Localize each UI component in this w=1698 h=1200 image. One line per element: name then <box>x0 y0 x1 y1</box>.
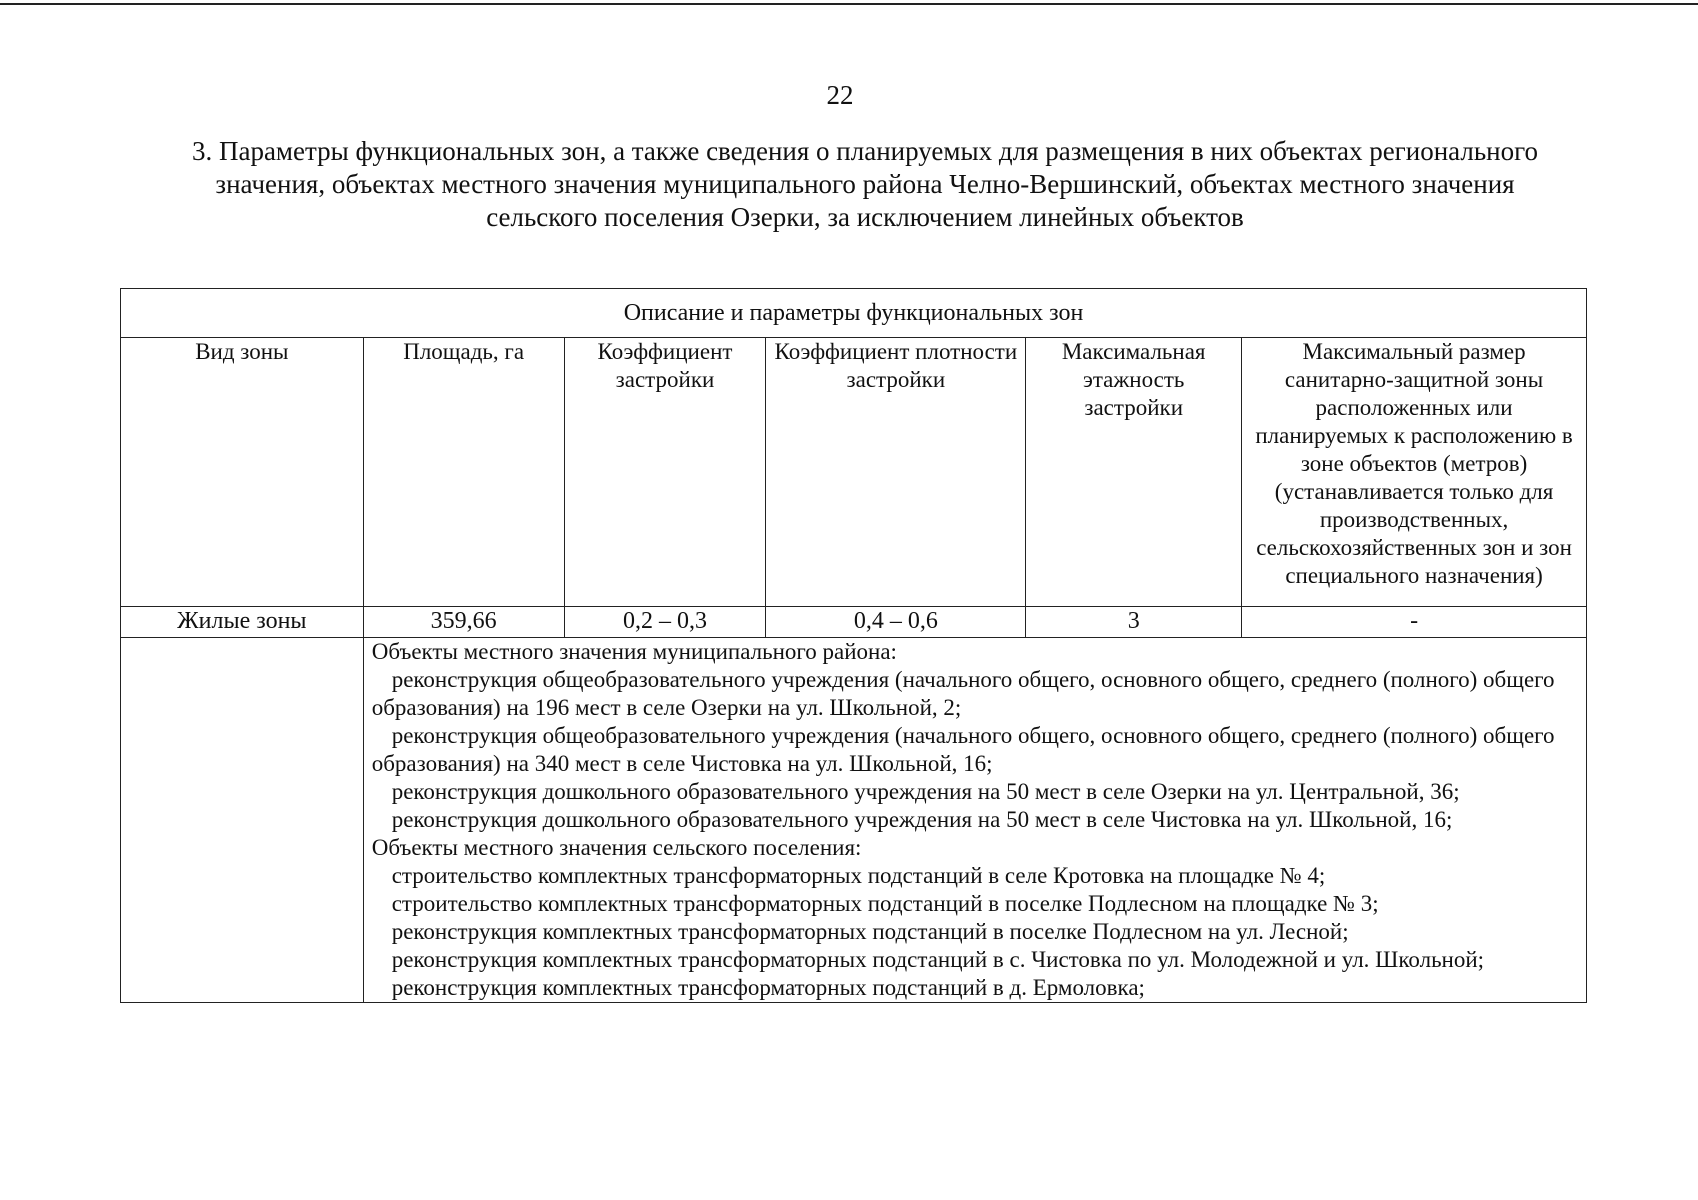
column-header-area: Площадь, га <box>363 338 564 607</box>
cell-area: 359,66 <box>363 607 564 638</box>
cell-density-ratio: 0,4 – 0,6 <box>766 607 1026 638</box>
list-item: реконструкция комплектных трансформаторных подстанций в д. Ермоловка; <box>391 975 1145 1000</box>
cell-max-floors: 3 <box>1026 607 1242 638</box>
list-item: реконструкция дошкольного образовательного учреждения на 50 мест в селе Озерки на ул. Центральной, 36; <box>391 779 1460 804</box>
top-border-line <box>0 3 1698 5</box>
objects-row <box>121 638 1587 1003</box>
heading-line-1: 3. Параметры функциональных зон, а также сведения о планируемых для размещения в них объектах регионального <box>191 136 1539 166</box>
section-heading <box>150 135 1580 234</box>
list-item: реконструкция общеобразовательного учреждения (начального общего, основного общего, среднего (полного) общего образования) на 196 мест в селе Озерки на ул. Школьной, 2; <box>371 667 1555 720</box>
list-item: реконструкция дошкольного образовательного учреждения на 50 мест в селе Чистовка на ул. Школьной, 16; <box>391 807 1453 832</box>
page-number: 22 <box>826 80 854 110</box>
list-item: строительство комплектных трансформаторных подстанций в селе Кротовка на площадке № 4; <box>391 863 1326 888</box>
list-item: строительство комплектных трансформаторных подстанций в поселке Подлесном на площадке № 3; <box>391 891 1379 916</box>
heading-line-2: значения, объектах местного значения муниципального района Челно-Вершинский, объектах местного значения <box>215 169 1515 199</box>
table-row <box>121 607 1587 638</box>
table-header-row <box>121 338 1587 607</box>
list-item: реконструкция комплектных трансформаторных подстанций в поселке Подлесном на ул. Лесной; <box>391 919 1349 944</box>
planned-objects-cell <box>363 638 1586 1003</box>
empty-zone-cell <box>121 638 364 1003</box>
list-item: реконструкция комплектных трансформаторных подстанций в с. Чистовка по ул. Молодежной и ул. Школьной; <box>391 947 1485 972</box>
cell-sanitary-zone: - <box>1242 607 1587 638</box>
functional-zones-table <box>120 288 1587 1003</box>
table-caption: Описание и параметры функциональных зон <box>121 289 1587 338</box>
column-header-zone-type: Вид зоны <box>121 338 364 607</box>
heading-line-3: сельского поселения Озерки, за исключением линейных объектов <box>486 202 1244 232</box>
column-header-coverage-ratio: Коэффициент застройки <box>564 338 766 607</box>
list-item: реконструкция общеобразовательного учреждения (начального общего, основного общего, среднего (полного) общего образования) на 340 мест в селе Чистовка на ул. Школьной, 16; <box>371 723 1555 776</box>
cell-zone-type: Жилые зоны <box>121 607 364 638</box>
column-header-max-floors: Максимальная этажность застройки <box>1026 338 1242 607</box>
column-header-sanitary-zone: Максимальный размер санитарно-защитной зоны расположенных или планируемых к расположению в зоне объектов (метров) (устанавливается только для производственных, сельскохозяйственных зон и зон специального назначения) <box>1242 338 1587 607</box>
cell-coverage-ratio: 0,2 – 0,3 <box>564 607 766 638</box>
group-title-district: Объекты местного значения муниципального района: <box>371 639 897 664</box>
group-title-settlement: Объекты местного значения сельского поселения: <box>371 835 862 860</box>
column-header-density-ratio: Коэффициент плотности застройки <box>766 338 1026 607</box>
